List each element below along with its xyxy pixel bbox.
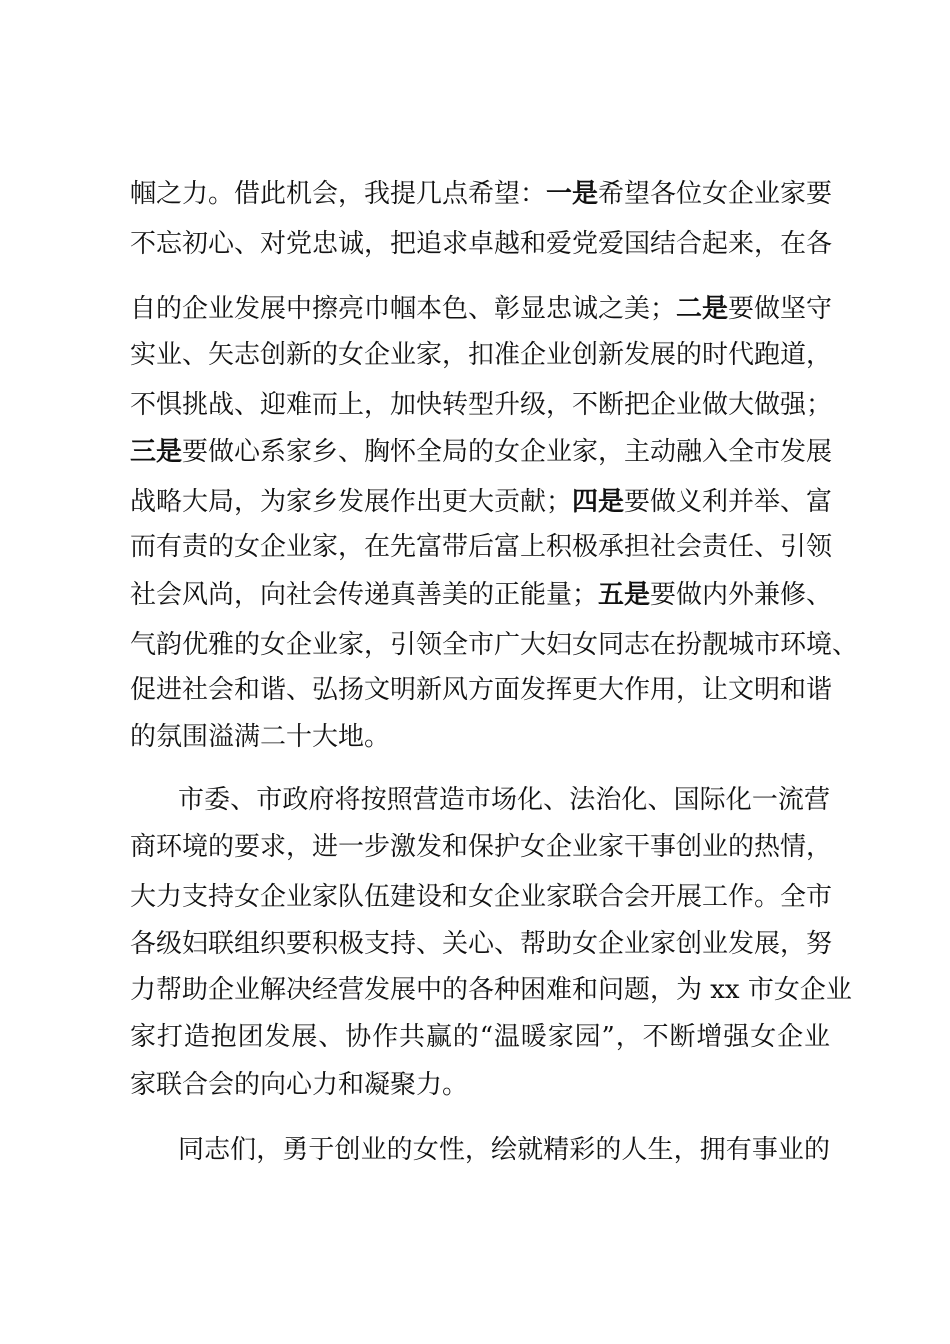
text-line	[130, 722, 830, 752]
text-run: 要做内外兼修、	[650, 580, 833, 610]
text-run: 促进社会和谐、弘扬文明新风方面发挥更大作用，让文明和谐	[130, 675, 833, 705]
text-line	[130, 630, 859, 660]
text-line	[130, 832, 833, 862]
emphasis-label: 五是	[598, 580, 651, 610]
text-run: 不忘初心、对党忠诚，把追求卓越和爱党爱国结合起来，在各	[130, 229, 833, 259]
text-line	[130, 580, 833, 610]
text-line	[178, 785, 830, 815]
text-run: 实业、矢志创新的女企业家，扣准企业创新发展的时代跑道，	[130, 340, 833, 370]
emphasis-label: 三是	[130, 437, 183, 467]
text-line	[130, 1070, 830, 1100]
text-line	[130, 975, 852, 1005]
text-line	[178, 1135, 830, 1165]
text-run: 自的企业发展中擦亮巾帼本色、彰显忠诚之美；	[130, 294, 677, 324]
text-run: 气韵优雅的女企业家，引领全市广大妇女同志在扮靓城市环境、	[130, 630, 859, 660]
text-run: 要做坚守	[728, 294, 833, 324]
text-line	[130, 294, 833, 324]
text-line	[130, 675, 833, 705]
text-run: 而有责的女企业家，在先富带后富上积极承担社会责任、引领	[130, 532, 833, 562]
text-line	[130, 229, 833, 259]
text-run: 不惧挑战、迎难而上，加快转型升级，不断把企业做大做强；	[130, 390, 833, 420]
text-run: 战略大局，为家乡发展作出更大贡献；	[130, 487, 573, 517]
text-run: 家打造抱团发展、协作共赢的“温暖家园”，不断增强女企业	[130, 1022, 830, 1052]
text-line	[130, 929, 833, 959]
text-run: 市委、市政府将按照营造市场化、法治化、国际化一流营	[178, 785, 830, 815]
text-line	[130, 340, 833, 370]
text-run: 各级妇联组织要积极支持、关心、帮助女企业家创业发展，努	[130, 929, 833, 959]
text-line	[130, 532, 833, 562]
text-run: 社会风尚，向社会传递真善美的正能量；	[130, 580, 599, 610]
text-run: 力帮助企业解决经营发展中的各种困难和问题，为 xx 市女企业	[130, 975, 852, 1005]
text-line	[130, 1022, 830, 1052]
text-run: 帼之力。借此机会，我提几点希望：	[130, 179, 547, 209]
text-run: 的氛围溢满二十大地。	[130, 722, 391, 752]
emphasis-label: 二是	[676, 294, 729, 324]
emphasis-label: 四是	[572, 487, 625, 517]
text-run: 商环境的要求，进一步激发和保护女企业家干事创业的热情，	[130, 832, 833, 862]
text-run: 要做义利并举、富	[624, 487, 833, 517]
text-run: 大力支持女企业家队伍建设和女企业家联合会开展工作。全市	[130, 882, 833, 912]
text-run: 要做心系家乡、胸怀全局的女企业家，主动融入全市发展	[182, 437, 833, 467]
emphasis-label: 一是	[546, 179, 599, 209]
text-line	[130, 390, 833, 420]
text-line	[130, 882, 833, 912]
text-run: 希望各位女企业家要	[598, 179, 833, 209]
text-run: 家联合会的向心力和凝聚力。	[130, 1070, 469, 1100]
text-line	[130, 179, 833, 209]
text-line	[130, 437, 833, 467]
text-line	[130, 487, 833, 517]
text-run: 同志们，勇于创业的女性，绘就精彩的人生，拥有事业的	[178, 1135, 830, 1165]
